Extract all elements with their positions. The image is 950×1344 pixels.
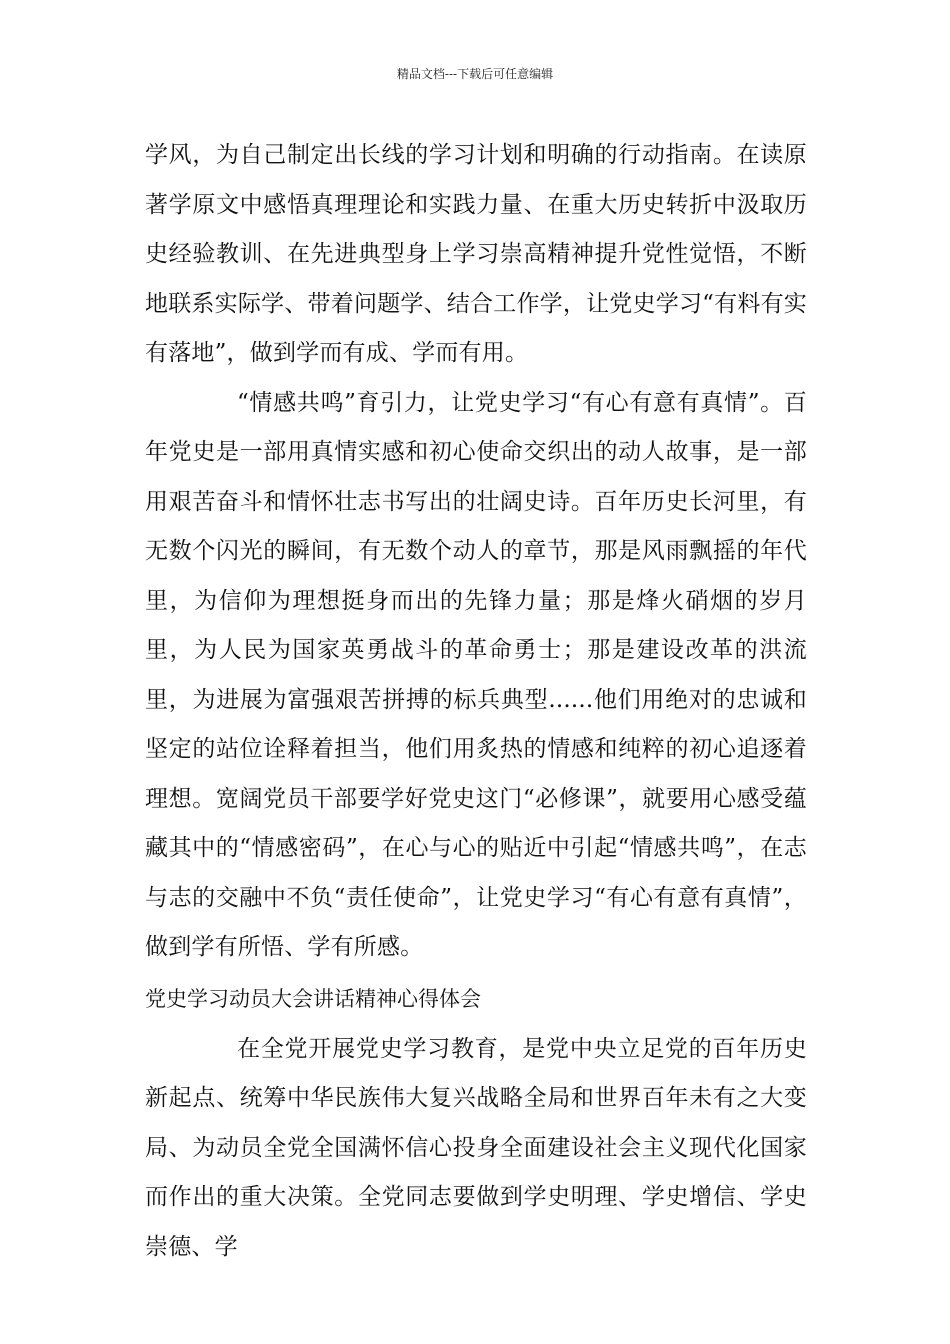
paragraph-study-style: 学风，为自己制定出长线的学习计划和明确的行动指南。在读原著学原文中感悟真理理论和实践力量、在重大历史转折中汲取历史经验教训、在先进典型身上学习崇高精神提升党性觉悟，不断地联系实际学、带着问题学、结合工作学，让党史学习“有料有实有落地”，做到学而有成、学而有用。 (145, 142, 807, 366)
document-body (145, 131, 807, 1272)
paragraph-party-history-education: 在全党开展党史学习教育，是党中央立足党的百年历史新起点、统筹中华民族伟大复兴战略全局和世界百年未有之大变局、为动员全党全国满怀信心投身全面建设社会主义现代化国家而作出的重大决策。全党同志要做到学史明理、学史增信、学史崇德、学 (145, 1035, 807, 1260)
page-header: 精品文档---下载后可任意编辑 (396, 67, 554, 81)
section-heading: 党史学习动员大会讲话精神心得体会 (145, 986, 481, 1011)
paragraph-emotional-resonance: “情感共鸣”育引力，让党史学习“有心有意有真情”。百年党史是一部用真情实感和初心使命交织出的动人故事，是一部用艰苦奋斗和情怀壮志书写出的壮阔史诗。百年历史长河里，有无数个闪光的瞬间，有无数个动人的章节，那是风雨飘摇的年代里，为信仰为理想挺身而出的先锋力量；那是烽火硝烟的岁月里，为人民为国家英勇战斗的革命勇士；那是建设改革的洪流里，为进展为富强艰苦拼搏的标兵典型......他们用绝对的忠诚和坚定的站位诠释着担当，他们用炙热的情感和纯粹的初心追逐着理想。宽阔党员干部要学好党史这门“必修课”，就要用心感受蕴藏其中的“情感密码”，在心与心的贴近中引起“情感共鸣”，在志与志的交融中不负“责任使命”，让党史学习“有心有意有真情”，做到学有所悟、学有所感。 (145, 389, 807, 960)
